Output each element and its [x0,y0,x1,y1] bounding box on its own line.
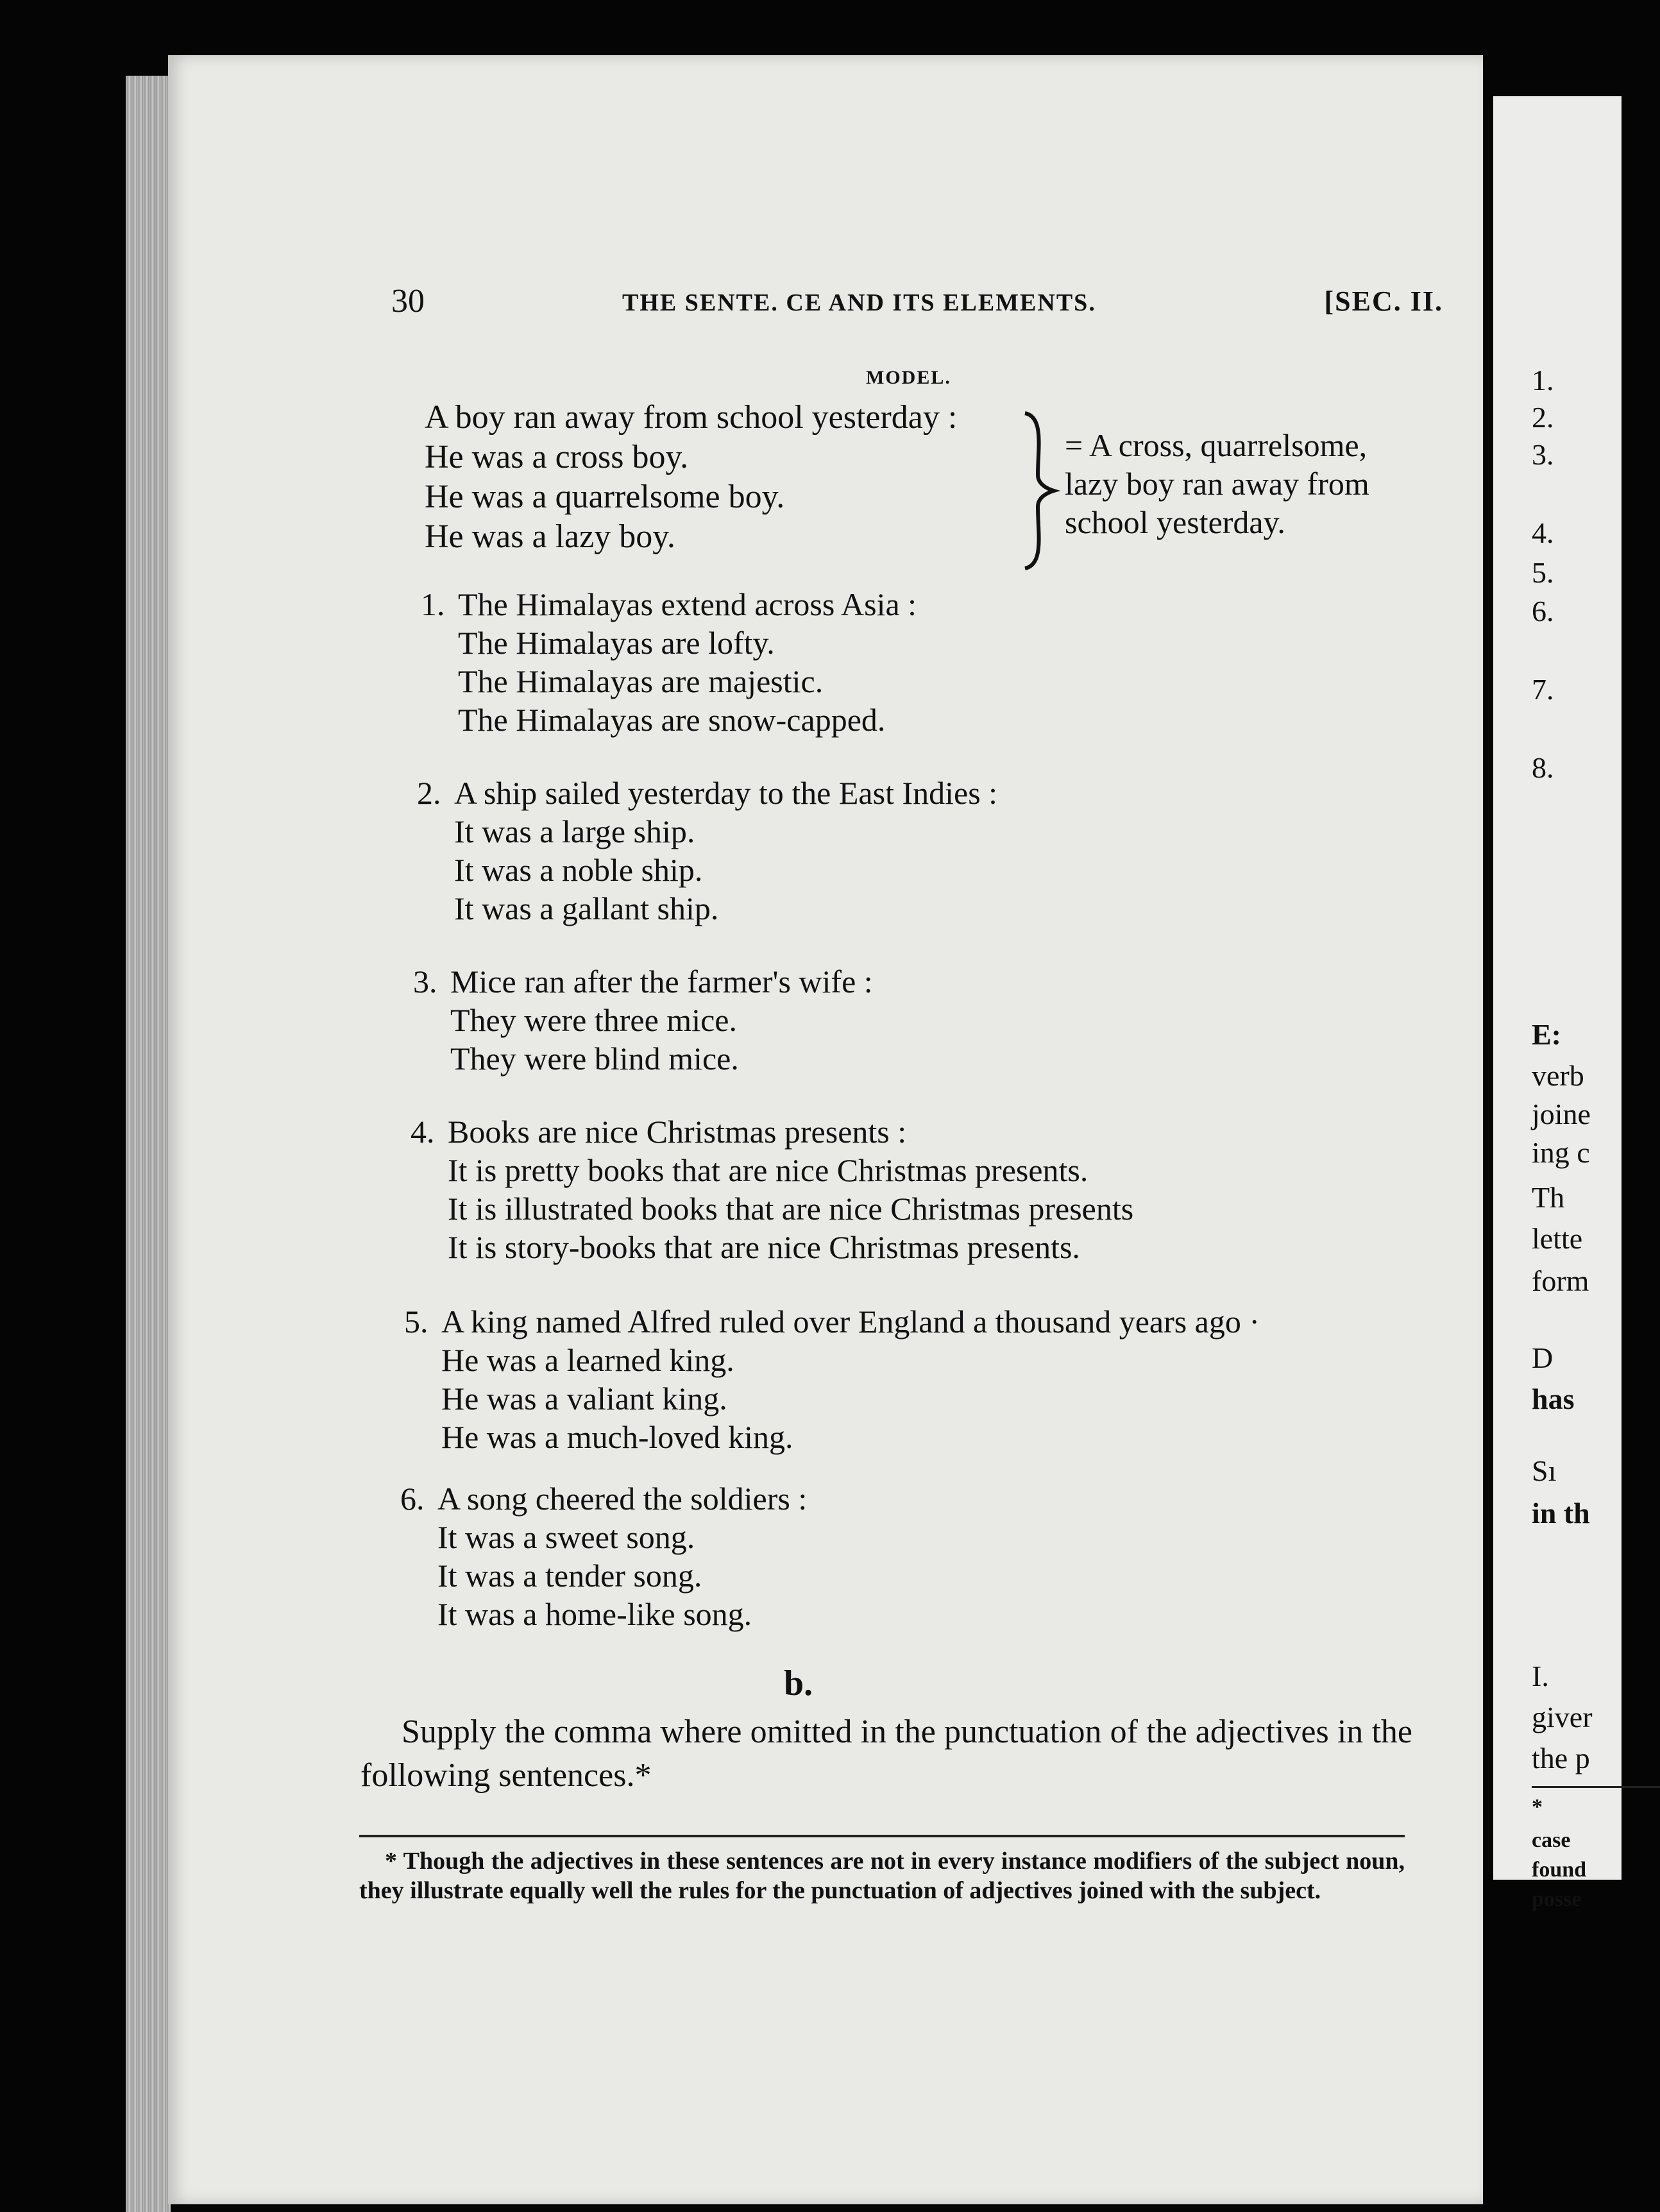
footnote-divider [359,1835,1405,1837]
facing-num-6: 6. [1532,595,1554,627]
exercise-line: The Himalayas are majestic. [458,663,824,699]
exercise-line: It was a sweet song. [437,1519,695,1555]
facing-frag-18: posse [1532,1887,1582,1911]
facing-frag-5: Th [1532,1181,1565,1214]
exercise-line: The Himalayas extend across Asia : [458,586,917,622]
facing-frag-15: * [1532,1795,1543,1819]
facing-num-3: 3. [1532,438,1554,471]
exercise-number: 3. [413,964,437,1000]
facing-frag-9: has [1532,1382,1575,1415]
facing-frag-6: lette [1532,1222,1583,1255]
exercise-line: It was a home-like song. [437,1596,752,1632]
facing-num-4: 4. [1532,516,1554,549]
model-result-line: school yesterday. [1065,504,1285,540]
exercise-line: A ship sailed yesterday to the East Indies : [454,775,998,811]
model-label: MODEL. [866,367,951,388]
model-result-line: = A cross, quarrelsome, [1065,427,1368,463]
model-line: He was a cross boy. [425,439,689,475]
exercise-line: A song cheered the soldiers : [437,1481,808,1517]
exercise-line: It was a gallant ship. [454,890,719,926]
running-header [391,282,1443,334]
exercise-number: 2. [417,775,441,811]
facing-frag-11: in th [1532,1497,1590,1529]
exercise-line: A king named Alfred ruled over England a thousand years ago · [441,1304,1260,1340]
exercise-line: They were three mice. [450,1002,737,1038]
facing-num-8: 8. [1532,751,1554,784]
facing-frag-16: case [1532,1828,1571,1852]
page-number: 30 [391,283,425,319]
exercise-line: The Himalayas are snow-capped. [458,702,886,738]
model-line: A boy ran away from school yesterday : [425,399,958,436]
running-title: THE SENTE. CE AND ITS ELEMENTS. [622,289,1096,316]
section-reference: [SEC. II. [1324,285,1443,317]
exercise-line: It was a noble ship. [454,852,703,888]
model-result-line: lazy boy ran away from [1065,466,1369,502]
exercise-line: It was a tender song. [437,1558,702,1594]
brace-icon [1019,411,1057,571]
facing-num-1: 1. [1532,364,1554,396]
book-page-edges [126,76,171,2212]
model-sentences [425,398,957,557]
section-b-heading: b. [784,1663,813,1703]
exercise-number: 6. [400,1481,425,1517]
facing-frag-14: the p [1532,1742,1590,1774]
model-line: He was a quarrelsome boy. [425,479,785,515]
facing-frag-2: verb [1532,1059,1584,1092]
instruction-paragraph: Supply the comma where omitted in the punctuation of the adjectives in the following sentences.* [360,1714,1412,1794]
exercise-line: He was a much-loved king. [441,1419,793,1455]
facing-frag-13: giver [1532,1701,1593,1733]
facing-footnote-rule [1532,1786,1660,1788]
exercise-line: It is story-books that are nice Christmas presents. [448,1229,1080,1265]
facing-page-fragment [1493,96,1622,1911]
facing-num-7: 7. [1532,673,1554,706]
footnote: * Though the adjectives in these sentences are not in every instance modifiers of the subject noun, they illustrate equally well the rules for the punctuation of adjectives joined with the subject. [359,1848,1405,1904]
model-line: He was a lazy boy. [425,518,675,555]
exercise-number: 1. [421,586,445,622]
exercise-line: It was a large ship. [454,813,695,849]
exercise-line: It is illustrated books that are nice Christmas presents [448,1191,1134,1227]
exercise-line: It is pretty books that are nice Christmas presents. [448,1152,1088,1188]
exercise-line: He was a learned king. [441,1342,734,1378]
exercise-line: Books are nice Christmas presents : [448,1114,907,1150]
facing-frag-4: ing c [1532,1136,1590,1169]
facing-frag-17: found [1532,1858,1587,1882]
facing-frag-8: D [1532,1341,1554,1374]
exercise-number: 4. [411,1114,435,1150]
model-result [1065,426,1369,541]
facing-frag-12: I. [1532,1660,1549,1692]
exercise-line: The Himalayas are lofty. [458,625,775,661]
facing-frag-3: joine [1532,1098,1591,1130]
facing-frag-1: E: [1532,1018,1561,1051]
exercise-line: He was a valiant king. [441,1381,727,1417]
facing-frag-7: form [1532,1264,1589,1297]
facing-num-5: 5. [1532,556,1554,589]
exercise-line: Mice ran after the farmer's wife : [450,964,873,1000]
exercise-line: They were blind mice. [450,1041,739,1076]
facing-num-2: 2. [1532,401,1554,434]
facing-frag-10: Sı [1532,1454,1557,1487]
exercise-number: 5. [404,1304,428,1340]
